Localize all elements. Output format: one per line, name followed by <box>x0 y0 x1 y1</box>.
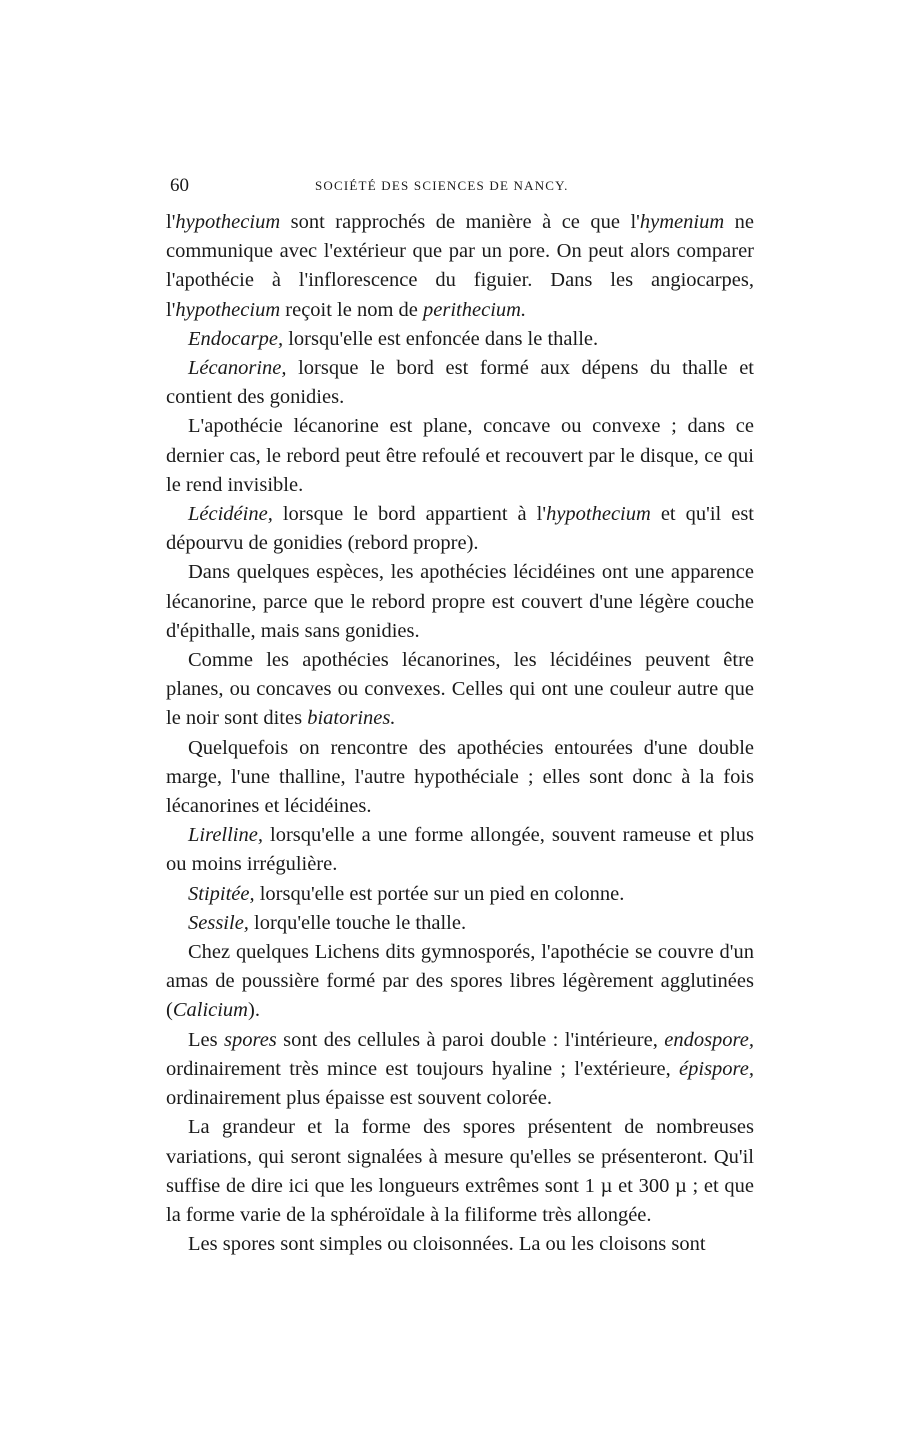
italic-term: Lirelline, <box>188 824 263 847</box>
paragraph <box>166 325 754 354</box>
text-run: lorsqu'elle a une forme allongée, souvent rameuse et plus ou moins irrégulière. <box>166 824 754 876</box>
paragraph <box>166 1230 754 1259</box>
italic-term: Sessile, <box>188 911 249 934</box>
italic-term: hypothecium <box>175 298 281 321</box>
text-run: ne communique avec l'extérieur que par un pore. On peut alors comparer l'apothécie à l'inflorescence du figuier. Dans les angiocarpes, l' <box>166 211 755 321</box>
italic-term: spores <box>224 1028 277 1051</box>
paragraph <box>166 500 754 558</box>
text-run: Quelquefois on rencontre des apothécies entourées d'une double marge, l'une thalline, l'autre hypothéciale ; elles sont donc à la fois lécanorines et lécidéines. <box>166 736 754 818</box>
paragraph <box>166 558 754 646</box>
paragraph <box>166 880 754 909</box>
paragraph <box>166 1113 754 1230</box>
text-run: Comme les apothécies lécanorines, les lécidéines peuvent être planes, ou concaves ou convexes. Celles qui ont une couleur autre que le noir sont dites <box>166 649 754 730</box>
text-run: sont des cellules à paroi double : l'intérieure, <box>276 1028 665 1051</box>
text-run: ordinairement très mince est toujours hyaline ; l'extérieure, <box>166 1057 680 1080</box>
italic-term: Lécidéine, <box>188 503 273 526</box>
paragraph <box>166 734 754 822</box>
italic-term: perithecium. <box>423 298 527 321</box>
text-run: Les <box>188 1028 224 1051</box>
italic-term: Stipitée, <box>188 882 255 905</box>
text-run: La grandeur et la forme des spores présentent de nombreuses variations, qui seront signalées à mesure qu'elles se présenteront. Qu'il suffise de dire ici que les longueurs extrêmes sont 1 µ et 300 µ ; et que la forme varie de la sphéroïdale à la filiforme très allongée. <box>166 1116 754 1226</box>
text-run: Chez quelques Lichens dits gymnosporés, l'apothécie se couvre d'un amas de poussière formé par des spores libres légèrement agglutinées ( <box>166 941 754 1022</box>
text-run: l' <box>166 211 176 233</box>
paragraph <box>166 909 754 938</box>
running-title: SOCIÉTÉ DES SCIENCES DE NANCY. <box>315 178 569 193</box>
italic-term: biatorines. <box>307 707 396 730</box>
paragraph <box>166 354 754 412</box>
text-run: lorsque le bord est formé aux dépens du thalle et contient des gonidies. <box>166 357 754 409</box>
page-number: 60 <box>170 175 189 196</box>
text-run: reçoit le nom de <box>280 298 424 321</box>
italic-term: épispore, <box>679 1057 754 1080</box>
italic-term: endospore, <box>664 1028 754 1051</box>
body-text <box>166 208 754 1259</box>
paragraph <box>166 646 754 734</box>
text-run: et qu'il est dépourvu de gonidies (rebord propre). <box>166 503 754 555</box>
paragraph <box>166 208 754 325</box>
italic-term: Calicium <box>172 999 248 1022</box>
italic-term: Lécanorine, <box>188 357 287 380</box>
paragraph <box>166 412 754 500</box>
paragraph <box>166 938 754 1026</box>
text-run: L'apothécie lécanorine est plane, concave ou convexe ; dans ce dernier cas, le rebord peut être refoulé et recouvert par le disque, ce qui le rend invisible. <box>166 415 754 496</box>
italic-term: Endocarpe, <box>188 327 284 350</box>
text-run: ordinairement plus épaisse est souvent colorée. <box>166 1087 552 1110</box>
page-header <box>170 175 755 199</box>
text-run: lorsqu'elle est portée sur un pied en colonne. <box>254 882 625 905</box>
paragraph <box>166 1026 754 1114</box>
italic-term: hymenium <box>639 211 725 233</box>
italic-term: hypothecium <box>175 211 281 233</box>
text-run: Dans quelques espèces, les apothécies lécidéines ont une apparence lécanorine, parce que le rebord propre est couvert d'une légère couche d'épithalle, mais sans gonidies. <box>166 561 754 642</box>
paragraph <box>166 821 754 879</box>
text-run: lorsque le bord appartient à l' <box>272 503 547 526</box>
text-run: ). <box>248 999 260 1022</box>
text-run: lorsqu'elle est enfoncée dans le thalle. <box>283 327 599 350</box>
text-run: Les spores sont simples ou cloisonnées. La ou les cloisons sont <box>188 1233 706 1256</box>
text-run: sont rapprochés de manière à ce que l' <box>280 211 640 233</box>
italic-term: hypothecium <box>546 503 651 526</box>
text-run: lorqu'elle touche le thalle. <box>248 911 467 934</box>
